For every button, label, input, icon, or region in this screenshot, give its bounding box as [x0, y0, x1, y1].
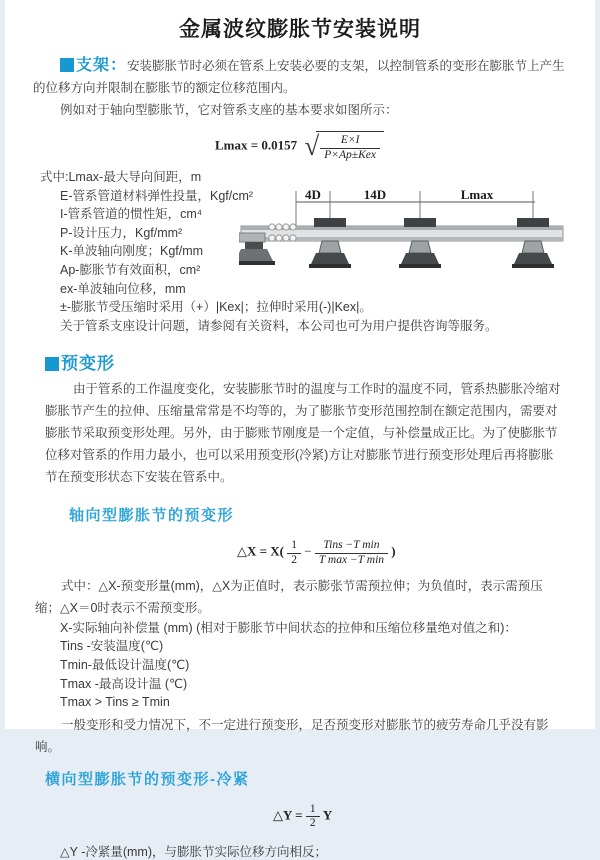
support-section-label: 支架：: [76, 57, 128, 74]
definition-line: ±-膨胀节受压缩时采用（+）|Kex|；拉伸时采用(-)|Kex|。: [60, 300, 372, 315]
page-title: 金属波纹膨胀节安装说明: [179, 18, 421, 41]
guide-support-3: [512, 218, 554, 268]
guide-spacing-formula: [215, 131, 595, 162]
definition-line: P-设计压力，Kgf/mm²: [60, 225, 183, 240]
support-section-intro: [33, 55, 567, 99]
axial-note-line: X-实际轴向补偿量 (mm) (相对于膨胀节中间状态的拉伸和压缩位移量绝对值之和)：: [60, 620, 517, 635]
axial-subsection-heading: 轴向型膨胀节的预变形: [69, 507, 235, 525]
axial-note-line: Tmin-最低设计温度(℃): [60, 657, 190, 672]
formula1-lhs: Lmax = 0.0157: [215, 137, 298, 153]
definition-line: 关于管系支座设计问题，请参阅有关资料，本公司也可为用户提供咨询等服务。: [60, 318, 498, 333]
axial-note-paragraph: 式中：△X-预变形量(mm)，△X为正值时，表示膨张节需预拉伸；为负值时，表示需预压缩；△X＝0时表示不需预变形。: [35, 578, 543, 615]
section-square-icon: [45, 357, 59, 371]
formula1-numerator: E×I: [320, 134, 380, 148]
guide-support-1: [309, 218, 351, 268]
definition-line: Ap-膨胀节有效面积，cm²: [60, 262, 201, 277]
diagram-label-14d: 14D: [363, 187, 387, 202]
formula2-rhs: ): [391, 544, 396, 560]
formula2-half-num: 1: [287, 539, 301, 553]
definition-line: ex-单波轴向位移，mm: [60, 281, 186, 296]
diagram-label-4d: 4D: [305, 187, 321, 202]
predeform-heading-label: 预变形: [61, 354, 115, 374]
formula2-numerator: Tins −T min: [315, 539, 388, 553]
formula1-radicand: [316, 131, 384, 161]
guide-support-2: [399, 218, 441, 268]
section-square-icon: [60, 58, 74, 72]
lateral-subsection-heading: 横向型膨胀节的预变形-冷紧: [45, 770, 250, 788]
definition-line: I-管系管道的惯性矩，cm⁴: [60, 207, 203, 222]
formula2-lhs: △X = X(: [237, 544, 285, 560]
formula2-half-den: 2: [291, 553, 298, 566]
definition-line: K-单波轴向刚度；Kgf/mm: [60, 244, 204, 259]
lateral-coldpull-formula: [273, 803, 595, 830]
formula1-denominator: P×Ap±Kex: [324, 148, 376, 161]
axial-note-line: Tmax -最高设计温 (℃): [60, 676, 188, 691]
formula3-lhs: △Y =: [273, 807, 303, 823]
formula2-denominator: T max −T min: [318, 553, 385, 566]
formula3-rhs: Y: [322, 807, 333, 823]
formula2-minus: −: [304, 544, 312, 560]
document-page: [5, 0, 595, 860]
formula3-den: 2: [309, 816, 316, 829]
support-intro-text: 安装膨胀节时必须在管系上安装必要的支架，以控制管系的变形在膨胀节上产生的位移方向并限制在膨胀节的额定位移范围内。: [33, 59, 565, 95]
axial-note-line: Tins -安装温度(℃): [60, 639, 164, 654]
axial-predeform-formula: [237, 539, 595, 566]
definition-line: 式中:Lmax-最大导向间距，m: [40, 170, 202, 184]
formula3-num: 1: [306, 803, 320, 817]
sqrt-icon: √: [304, 131, 320, 161]
axial-note-line: Tmax > Tins ≥ Tmin: [60, 695, 170, 710]
pipe-support-diagram: [239, 186, 571, 284]
diagram-label-lmax: Lmax: [460, 187, 494, 202]
support-example-line: 例如对于轴向型膨胀节，它对管系支座的基本要求如图所示：: [60, 103, 398, 117]
definition-line: E-管系管道材料弹性投量，Kgf/cm²: [60, 188, 254, 203]
predeform-section-heading: [45, 349, 595, 374]
predeform-body-text: 由于管系的工作温度变化，安装膨胀节时的温度与工作时的温度不同，管系热膨胀冷缩对膨胀节产生的拉伸、压缩量常常是不均等的，为了膨胀节变形范围控制在额定范围内，需要对膨胀节采取预变形处理。另外，由于膨账节刚度是一个定值，与补偿量成正比。为了使膨胀节位移对管系的作用力最小，也可以采用预变形(冷紧)方让对膨胀节进行预变形处理后再将膨胀节在预变形状态下安装在管系中。: [45, 382, 561, 485]
axial-note-final: 一般变形和受力情况下，不一定进行预变形，足否预变形对膨胀节的疲劳寿命几乎没有影响。: [35, 717, 549, 754]
lateral-note-line: △Y -冷紧量(mm)，与膨胀节实际位移方向相反；: [60, 845, 328, 860]
